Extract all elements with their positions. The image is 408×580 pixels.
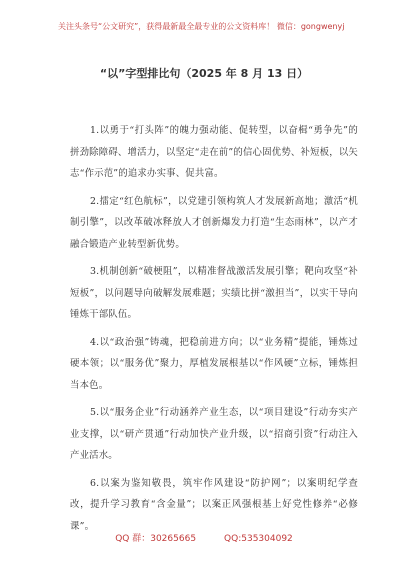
- header-note: 关注头条号“公文研究”，获得最新最全最专业的公文资料库！ 微信：gongwenyj: [58, 22, 345, 31]
- paragraph-3: 3.机制创新“破梗阻”，以精准督战激活发展引擎；靶向攻坚“补短板”，以问题导向破解发展难题；实绩比拼“激担当”，以实干导向锤炼干部队伍。: [70, 266, 358, 320]
- document-body: [70, 120, 358, 543]
- footer-qq-number: QQ:535304092: [224, 534, 293, 544]
- footer-contact: [0, 533, 408, 545]
- paragraph-4: 4.以“政治强”铸魂，把稳前进方向；以“业务精”提能，锤炼过硬本领；以“服务优”聚力，厚植发展根基以“作风硬”立标，锤炼担当本色。: [70, 336, 358, 391]
- document-title: “以”字型排比句（2025 年 8 月 13 日）: [99, 67, 309, 80]
- footer-qq-group: QQ 群：30265665: [115, 534, 197, 544]
- paragraph-6: 6.以案为鉴知敬畏，筑牢作风建设“防护网”；以案明纪学查改，提升学习教育“含金量”；以案正风强根基上好党性修养“必修课”。: [70, 477, 358, 532]
- paragraph-5: 5.以“服务企业”行动涵养产业生态，以“项目建设”行动夯实产业支撑，以“研产贯通”行动加快产业升级，以“招商引资”行动注入产业活水。: [70, 407, 358, 461]
- paragraph-1: 1.以勇于“打头阵”的魄力强动能、促转型，以奋楫“勇争先”的拼劲除障碍、增活力，以坚定“走在前”的信心固优势、补短板，以矢志“作示范”的追求办实事、促共富。: [70, 125, 358, 179]
- paragraph-2: 2.擂定“红色航标”，以党建引领构筑人才发展新高地；激活“机制引擎”，以改革破冰释放人才创新爆发力打造“生态雨林”，以产才融合锻造产业转型新优势。: [70, 195, 358, 250]
